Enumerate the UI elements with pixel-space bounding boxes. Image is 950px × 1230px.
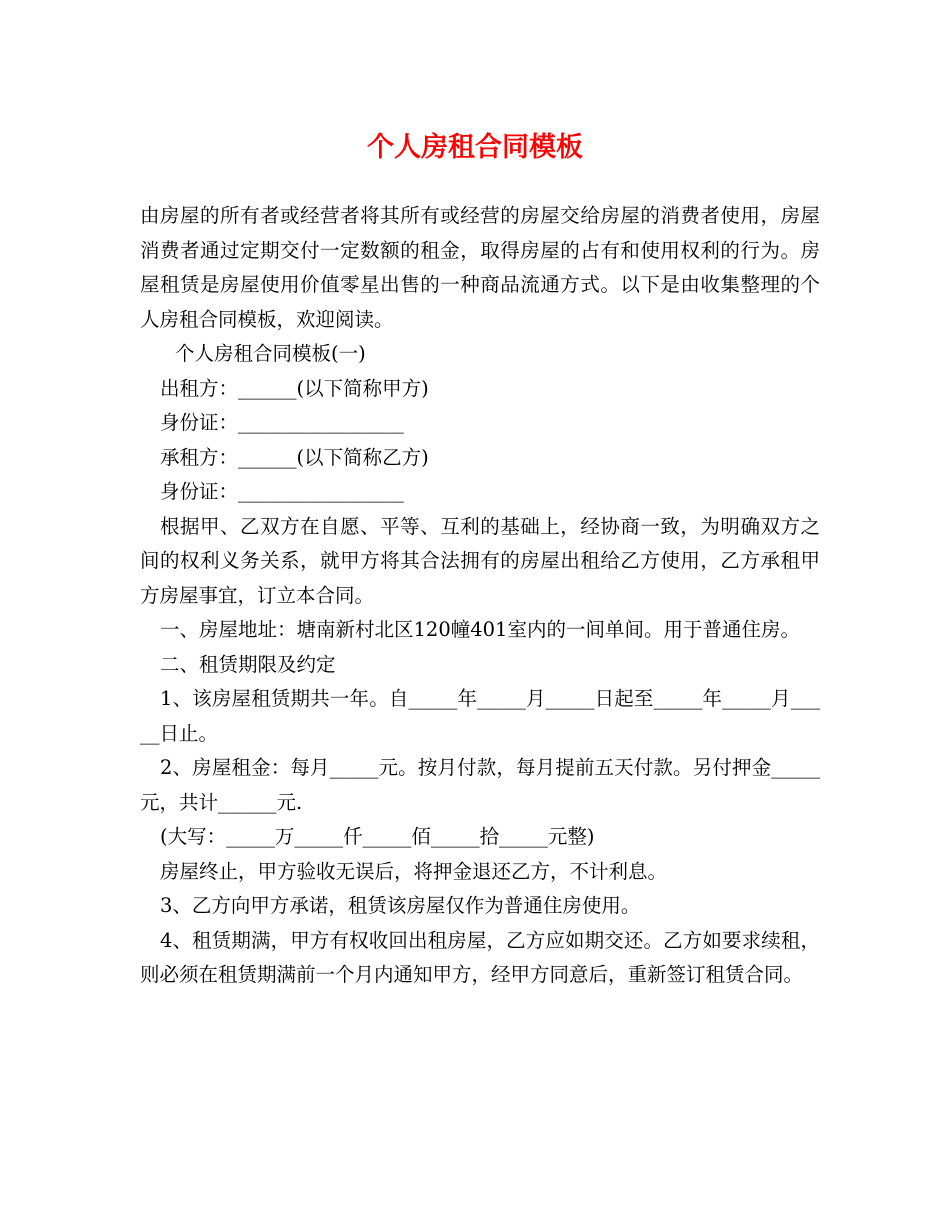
lessor-line: 出租方：______(以下简称甲方)	[160, 376, 429, 400]
agreement-paragraph: 根据甲、乙双方在自愿、平等、互利的基础上，经协商一致，为明确双方之间的权利义务关系，就甲方将其合法拥有的房屋出租给乙方使用，乙方承租甲方房屋事宜，订立本合同。	[140, 514, 820, 607]
document-title: 个人房租合同模板	[367, 132, 583, 163]
document-body	[140, 199, 820, 993]
intro-paragraph: 由房屋的所有者或经营者将其所有或经营的房屋交给房屋的消费者使用，房屋消费者通过定期交付一定数额的租金，取得房屋的占有和使用权利的行为。房屋租赁是房屋使用价值零星出售的一种商品流通方式。以下是由收集整理的个人房租合同模板，欢迎阅读。	[140, 204, 820, 331]
lessee-line: 承租方：______(以下简称乙方)	[160, 445, 429, 469]
clause-rent-words: (大写：_____万_____仟_____佰_____拾_____元整)	[160, 825, 595, 848]
clause-term-heading: 二、租赁期限及约定	[160, 652, 336, 676]
section-heading: 个人房租合同模板(一)	[175, 342, 366, 365]
lessor-id-line: 身份证：_________________	[160, 411, 404, 434]
clause-renewal: 4、租赁期满，甲方有权收回出租房屋，乙方应如期交还。乙方如要求续租，则必须在租赁期满前一个月内通知甲方，经甲方同意后，重新签订租赁合同。	[140, 928, 820, 986]
clause-address: 一、房屋地址：塘南新村北区120幢401室内的一间单间。用于普通住房。	[160, 618, 800, 641]
clause-usage: 3、乙方向甲方承诺，租赁该房屋仅作为普通住房使用。	[160, 894, 641, 917]
clause-rent: 2、房屋租金：每月_____元。按月付款，每月提前五天付款。另付押金_____元，共计______元.	[140, 756, 820, 814]
clause-deposit-return: 房屋终止，甲方验收无误后，将押金退还乙方，不计利息。	[160, 859, 668, 883]
lessee-id-line: 身份证：_________________	[160, 480, 404, 503]
clause-term: 1、该房屋租赁期共一年。自_____年_____月_____日起至_____年_____月_____日止。	[140, 687, 820, 745]
